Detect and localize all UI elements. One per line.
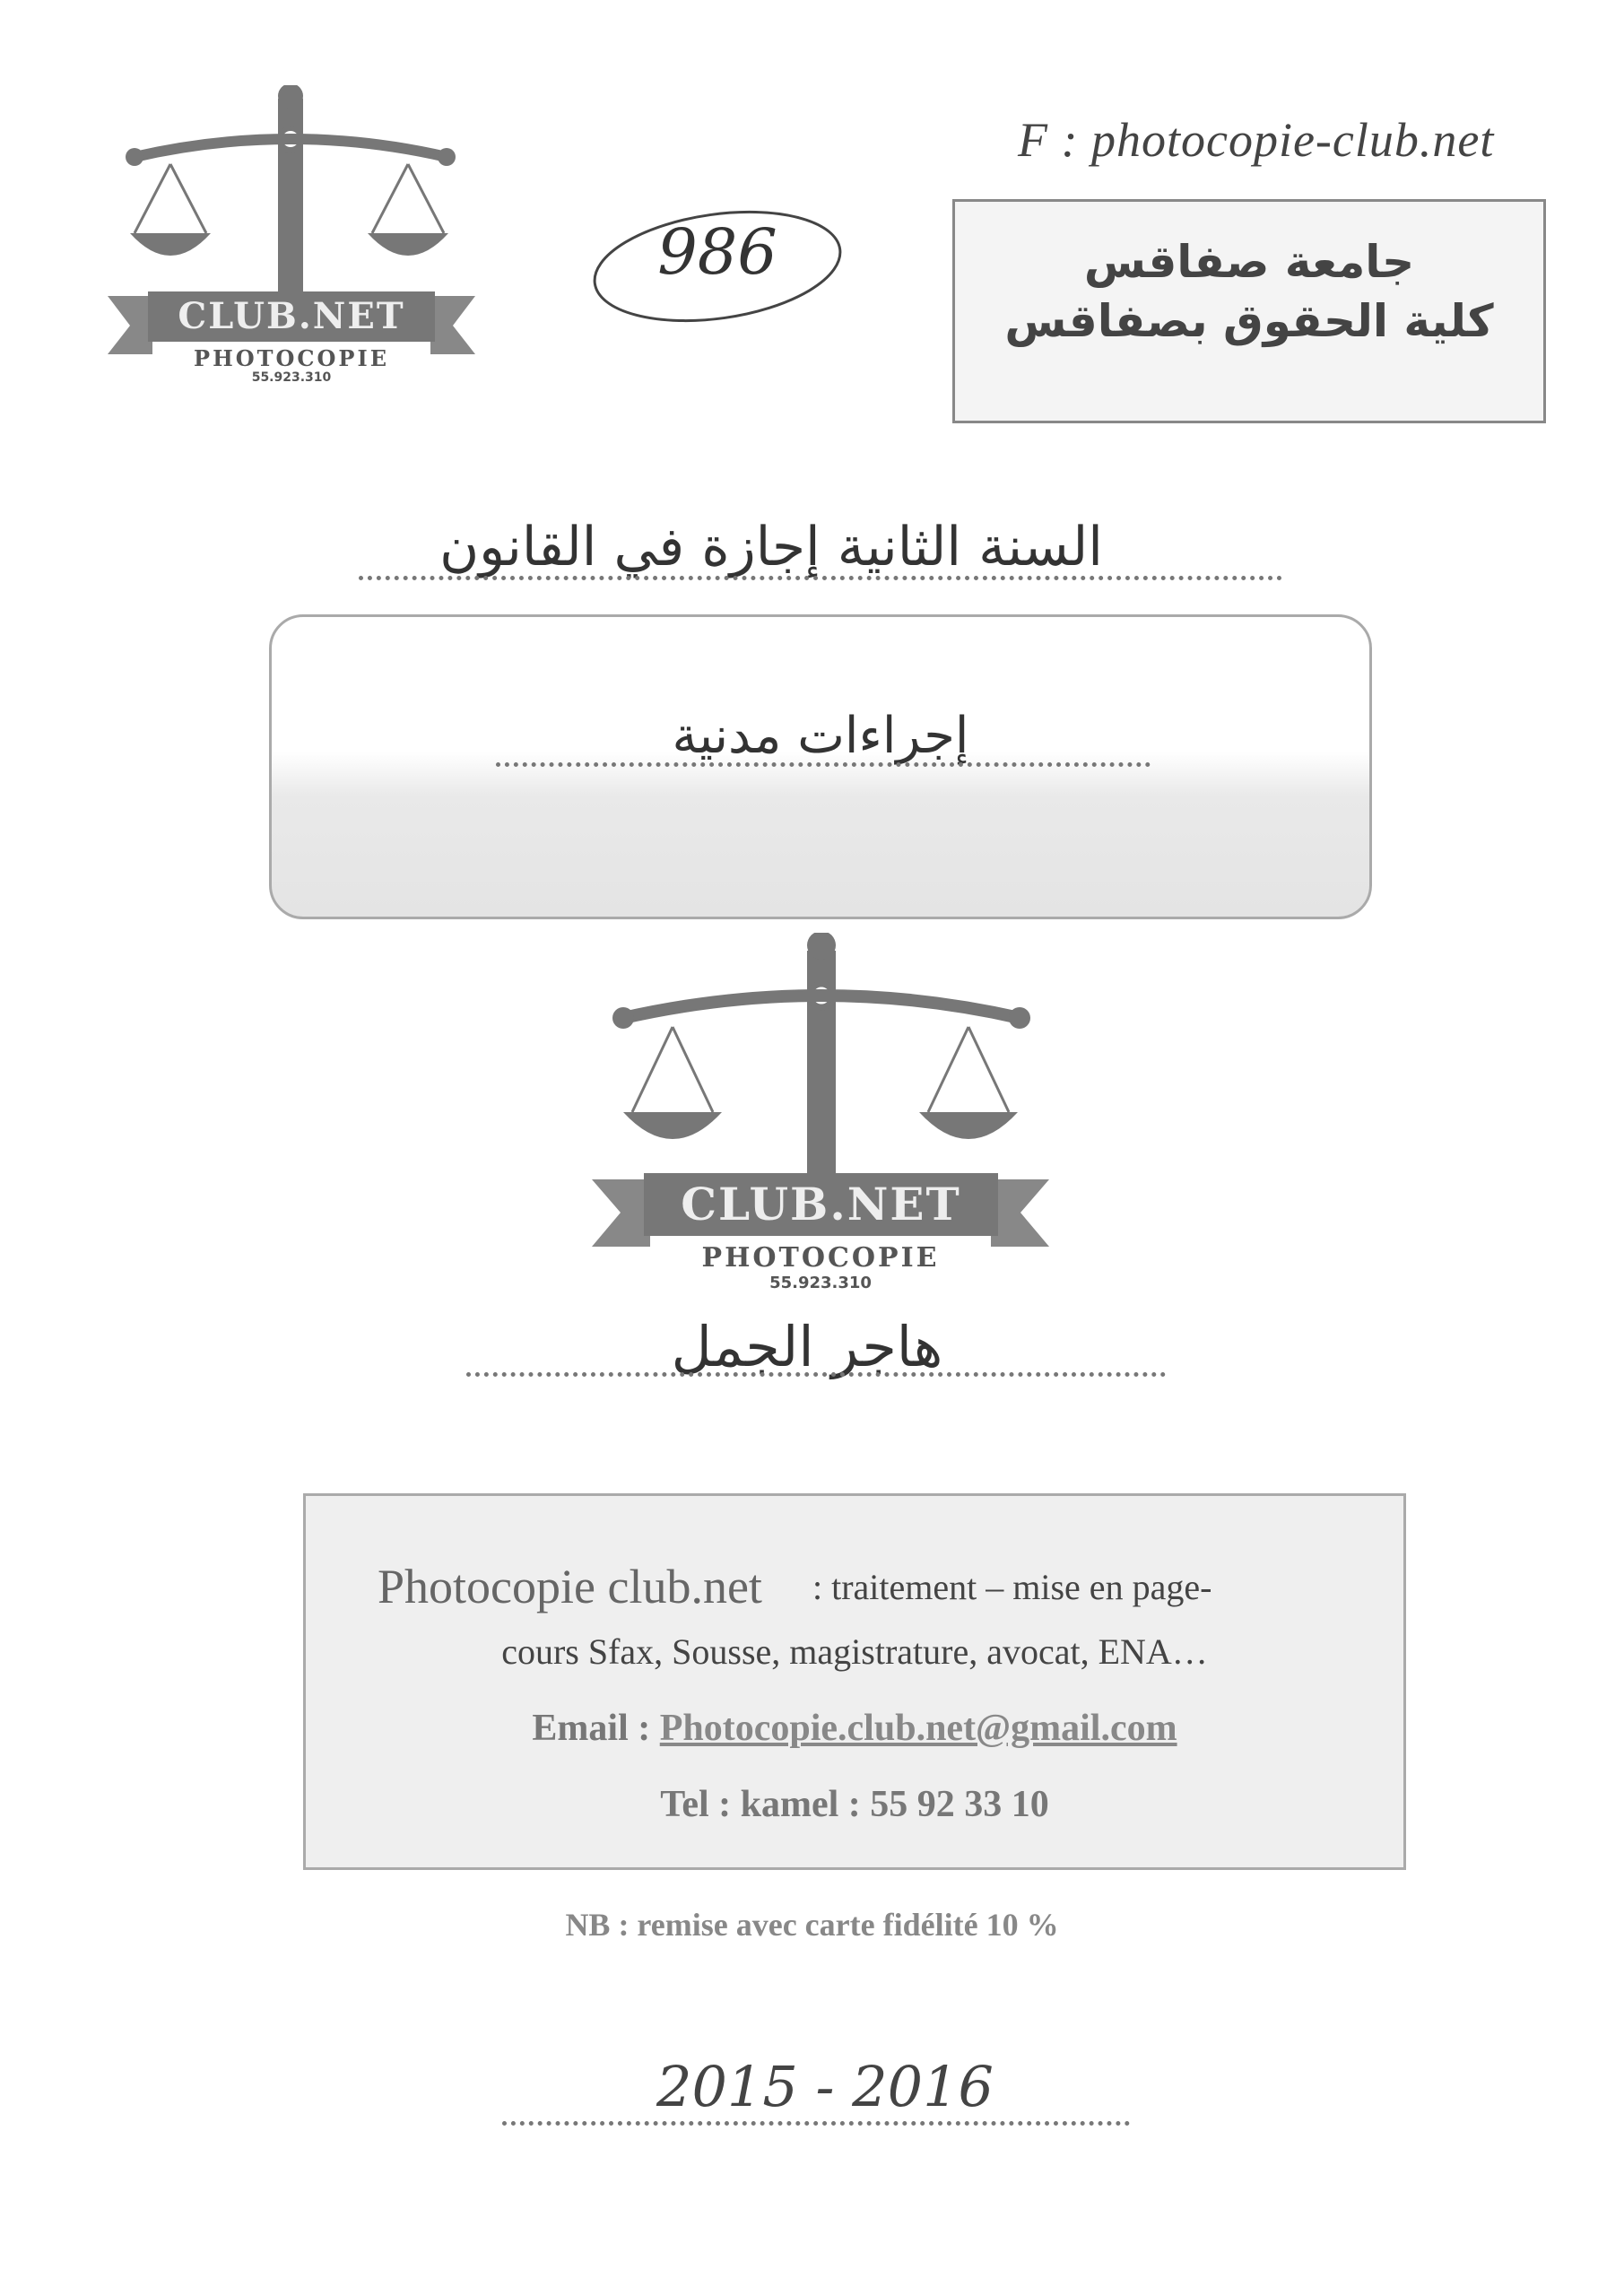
logo-subtitle: PHOTOCOPIE: [701, 1242, 940, 1274]
club-net-logo-top: [99, 85, 484, 390]
subject-box: [269, 614, 1372, 919]
brand-name: Photocopie club.net: [378, 1560, 762, 1613]
level-handwritten: السنة الثانية إجازة في القانون: [439, 516, 1103, 578]
email-line: [306, 1707, 1403, 1750]
phone-line: Tel : kamel : 55 92 33 10: [660, 1784, 1049, 1825]
logo-title: CLUB.NET: [148, 291, 435, 342]
logo-title: CLUB.NET: [644, 1173, 998, 1236]
facebook-page-line: F : photocopie-club.net: [1018, 113, 1495, 167]
email-link[interactable]: Photocopie.club.net@gmail.com: [659, 1708, 1177, 1749]
year-dotted-line: [502, 2121, 1130, 2126]
logo-phone: 55.923.310: [769, 1274, 872, 1292]
loyalty-note: NB : remise avec carte fidélité 10 %: [565, 1907, 1059, 1943]
subject-dotted-line: [496, 762, 1151, 767]
services-line-2: cours Sfax, Sousse, magistrature, avocat, ENA…: [501, 1631, 1208, 1672]
logo-subtitle: PHOTOCOPIE: [194, 345, 389, 371]
club-net-logo-center: [583, 933, 1058, 1300]
email-label: Email :: [532, 1708, 660, 1749]
university-name: جامعة صفاقس: [1083, 236, 1415, 288]
academic-year-handwritten: 2015 - 2016: [656, 2054, 994, 2119]
scales-of-justice-icon: [99, 85, 484, 390]
faculty-name: كلية الحقوق بصفاقس: [1004, 295, 1494, 347]
university-box: [952, 199, 1546, 423]
handwritten-number: 986: [657, 215, 777, 289]
level-dotted-line: [359, 576, 1282, 580]
info-box: [303, 1493, 1406, 1870]
professor-handwritten: هاجر الجمل: [671, 1314, 943, 1379]
services-line-1: : traitement – mise en page-: [812, 1567, 1212, 1607]
professor-dotted-line: [466, 1372, 1166, 1377]
logo-phone: 55.923.310: [251, 370, 332, 385]
subject-handwritten: إجراءات مدنية: [672, 707, 969, 765]
